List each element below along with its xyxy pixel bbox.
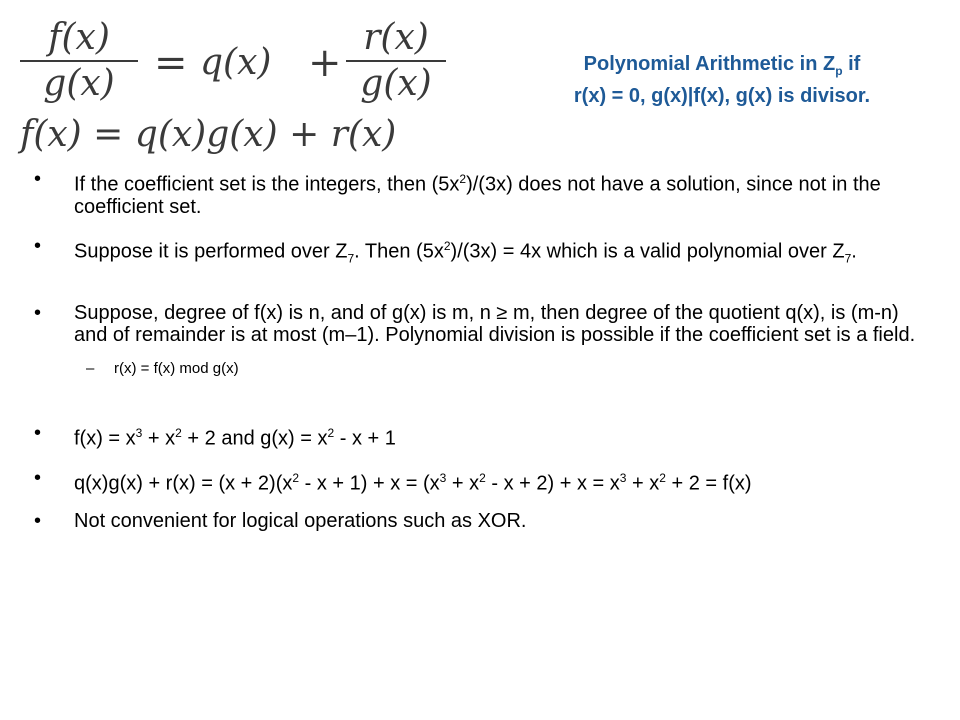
bullet-text: .: [851, 240, 857, 263]
fraction-r-over-g: [346, 16, 446, 106]
superscript: 3: [439, 470, 447, 485]
title-text: Polynomial Arithmetic in Z: [583, 53, 836, 75]
formula-image: [18, 14, 508, 154]
bullet-text: )/(3x) does not have a solution, since not in the coefficient set.: [74, 173, 881, 218]
bullet-item: [34, 467, 934, 495]
bullet-text: . Then (5x: [354, 240, 444, 263]
bullet-text: + 2 and g(x) = x: [181, 427, 328, 450]
title-line-2: r(x) = 0, g(x)|f(x), g(x) is divisor.: [573, 85, 871, 107]
bullet-item: [34, 302, 934, 346]
bullet-text: f(x) = x: [74, 427, 136, 450]
bullet-marker: •: [34, 466, 42, 489]
bullet-text: )/(3x) = 4x which is a valid polynomial over Z: [450, 240, 845, 263]
slide-title: [512, 52, 932, 109]
formula-row-1: [18, 16, 508, 112]
bullet-list: [34, 164, 934, 532]
bullet-text: - x + 1) + x = (x: [299, 472, 440, 495]
fraction-numerator: r(x): [363, 17, 429, 58]
bullet-marker: •: [34, 234, 42, 257]
bullet-text: If the coefficient set is the integers, then (5x: [74, 173, 460, 196]
bullet-item: [34, 422, 934, 450]
sub-bullet-item: [34, 360, 934, 378]
fraction-numerator: f(x): [48, 17, 110, 58]
bullet-text: + 2 = f(x): [665, 472, 752, 495]
superscript: 2: [292, 470, 300, 485]
fraction-f-over-g: [20, 16, 138, 106]
title-text: if: [842, 53, 861, 75]
superscript: 3: [619, 470, 627, 485]
subscript: 7: [347, 251, 355, 266]
superscript: 2: [175, 426, 182, 441]
quotient-term: q(x): [200, 42, 272, 83]
superscript: 2: [479, 470, 486, 485]
bullet-item: [34, 168, 934, 218]
bullet-text: Suppose it is performed over Z: [74, 240, 348, 263]
bullet-item: [34, 235, 934, 270]
bullet-text: - x + 1: [334, 427, 396, 450]
bullet-text: - x + 2) + x = x: [485, 472, 620, 495]
bullet-text: Suppose, degree of f(x) is n, and of g(x) is m, n ≥ m, then degree of the quotient q(x), is (m-n) and of remainder is at most (m–1). Polynomial division is possible if the coefficient set is a field.: [74, 302, 916, 347]
bullet-marker: •: [34, 168, 42, 190]
bullet-text: + x: [446, 472, 480, 495]
bullet-text: q(x)g(x) + r(x) = (x + 2)(x: [74, 472, 293, 495]
bullet-marker: •: [34, 509, 42, 532]
bullet-text: + x: [626, 472, 660, 495]
title-line-1: [512, 52, 932, 84]
formula-row-2: f(x) = q(x)g(x) + r(x): [20, 114, 397, 155]
bullet-text: + x: [142, 427, 176, 450]
subscript: 7: [844, 251, 852, 266]
sub-bullet-text: r(x) = f(x) mod g(x): [114, 360, 239, 378]
superscript: 2: [659, 470, 666, 485]
sub-bullet-marker: –: [86, 360, 95, 378]
fraction-denominator: g(x): [43, 63, 115, 104]
superscript: 2: [459, 172, 467, 186]
bullet-marker: •: [34, 302, 42, 325]
superscript: 2: [443, 238, 451, 253]
title-subscript: p: [835, 64, 843, 78]
equals-sign: =: [154, 40, 188, 86]
bullet-text: Not convenient for logical operations such as XOR.: [74, 509, 527, 532]
bullet-marker: •: [34, 422, 42, 445]
fraction-denominator: g(x): [360, 63, 432, 104]
superscript: 2: [327, 426, 335, 441]
bullet-item: [34, 510, 934, 532]
superscript: 3: [135, 426, 143, 441]
plus-sign: +: [308, 40, 342, 86]
